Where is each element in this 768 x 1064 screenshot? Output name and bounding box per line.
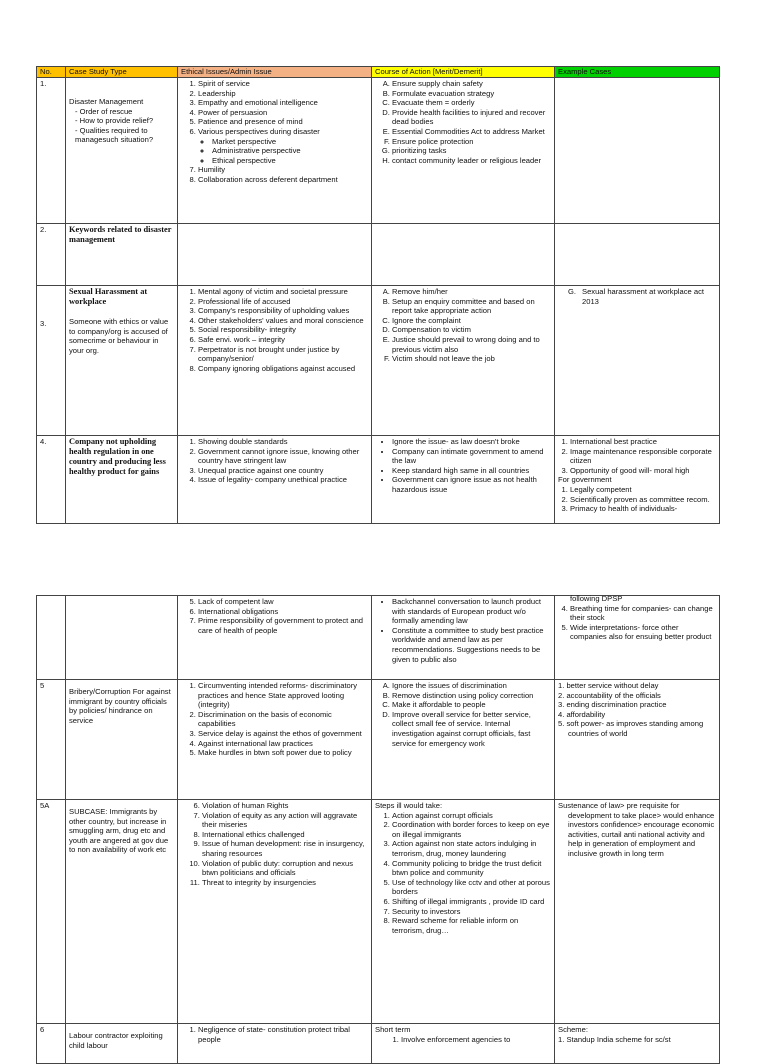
list-item: ◦ Ethical perspective: [212, 156, 368, 166]
row-number: 2.: [37, 224, 66, 286]
list-item: 8. Company ignoring obligations against accused: [198, 364, 368, 374]
ethical-issues-cell: [178, 436, 372, 524]
list-item: 4. Power of persuasion: [198, 108, 368, 118]
list-item: 3. ending discrimination practice: [558, 700, 667, 710]
list-item: • Government can ignore issue as not health hazardous issue: [392, 475, 551, 494]
list-item: - Order of rescue: [75, 106, 133, 116]
list-item: E. Justice should prevail to wrong doing and to previous victim also: [392, 335, 551, 354]
document-page-2: [36, 594, 719, 1050]
table-row-4: [37, 436, 720, 524]
list-item: B. Setup an enquiry committee and based on report take appropriate action: [392, 297, 551, 316]
list-item: H. contact community leader or religious leader: [392, 156, 551, 166]
list-item: 10. Violation of public duty: corruption and nexus btwn politicians and officials: [202, 859, 368, 878]
row-number: 4.: [37, 436, 66, 524]
list-item: 5. Wide interpretations- force other companies also for ensuing better product: [570, 623, 716, 642]
ethical-list: [181, 1025, 368, 1044]
list-item: 8. International ethics challenged: [202, 830, 368, 840]
ethical-issues-cell: [178, 286, 372, 436]
list-item: • Keep standard high same in all countries: [392, 466, 551, 476]
header-case-study-type: Case Study Type: [66, 67, 178, 78]
row-number: [37, 596, 66, 680]
example-list-government: [558, 485, 716, 514]
case-type-title: Disaster Management: [69, 97, 144, 106]
row-number: 5: [37, 680, 66, 800]
document-page-1: [36, 66, 719, 524]
list-item: 4. Community policing to bridge the trust deficit btwn police and community: [392, 859, 551, 878]
list-item: 3. Empathy and emotional intelligence: [198, 98, 368, 108]
ethical-list: [181, 597, 368, 635]
list-item: 1. better service without delay: [558, 681, 659, 690]
example-text: Sustenance of law> pre requisite for development to take place> would enhance investors confidence> encourage economic activities, curtail anti national activity and help in generation of employment and inclusive growth in long term: [558, 801, 715, 858]
row-number: 1.: [37, 78, 66, 224]
example-heading: Scheme:: [558, 1025, 588, 1034]
list-item: A. Ignore the issues of discrimination: [392, 681, 551, 691]
case-type-description: Labour contractor exploiting child labour: [69, 1031, 163, 1050]
list-item: 6. Various perspectives during disaster ◦ Market perspective ◦ Administrative perspective ◦ Ethical perspective: [198, 127, 368, 165]
list-item: 5. Social responsibility- integrity: [198, 325, 368, 335]
list-item: B. Formulate evacuation strategy: [392, 89, 551, 99]
list-item: 3. Company's responsibility of upholding values: [198, 306, 368, 316]
list-item: 2. Coordination with border forces to keep on eye on illegal immigrants: [392, 820, 551, 839]
list-item: 4. Breathing time for companies- can change their stock: [570, 604, 716, 623]
ethical-list: [181, 681, 368, 758]
example-cases-cell: [555, 286, 720, 436]
list-item: 5. Make hurdles in btwn soft power due to policy: [198, 748, 368, 758]
list-item: 4. affordability: [558, 709, 606, 719]
list-item: 5. soft power- as improves standing among countries of world: [558, 719, 704, 738]
sub-list: [198, 137, 368, 166]
ethical-issues-cell: [178, 596, 372, 680]
ethical-list: [181, 79, 368, 185]
table-row-1: [37, 78, 720, 224]
list-item: D. Improve overall service for better service, collect small fee of service. Internal investigation against corrupt officials, fast service for emergency work: [392, 710, 551, 748]
ethical-list: [181, 287, 368, 373]
row-number: 6: [37, 1024, 66, 1064]
list-item: F. Victim should not leave the job: [392, 354, 551, 364]
list-item: 7. Perpetrator is not brought under justice by company/senior/: [198, 345, 368, 364]
header-no: No.: [37, 67, 66, 78]
list-item: 7. Prime responsibility of government to protect and care of health of people: [198, 616, 368, 635]
course-of-action-cell: [372, 680, 555, 800]
row-number: 5A: [37, 800, 66, 1024]
case-study-table-page-1: [36, 66, 720, 524]
list-item: 3. Service delay is against the ethos of government: [198, 729, 368, 739]
example-list: [558, 604, 716, 642]
ethical-issues-cell: [178, 1024, 372, 1064]
case-type-cell: [66, 286, 178, 436]
course-list: [375, 1035, 551, 1045]
case-type-description: SUBCASE: Immigrants by other country, but increase in smuggling arm, drug etc and youth are angered at gov due to non availability of work etc: [69, 807, 169, 855]
list-item: ◦ Market perspective: [212, 137, 368, 147]
course-list: [375, 597, 551, 664]
list-item: C. Evacuate them = orderly: [392, 98, 551, 108]
list-item: 2. Professional life of accused: [198, 297, 368, 307]
list-item: 5. Use of technology like cctv and other at porous borders: [392, 878, 551, 897]
list-item: 1. Action against corrupt officials: [392, 811, 551, 821]
table-header-row: [37, 67, 720, 78]
list-item: • Constitute a committee to study best practice worldwide and amend law as per recommendations. Suggestions needs to be given to public also: [392, 626, 551, 664]
example-continued: following DPSP: [570, 594, 623, 603]
list-item: 7. Violation of equity as any action will aggravate their miseries: [202, 811, 368, 830]
course-of-action-cell: [372, 436, 555, 524]
list-item: • Backchannel conversation to launch product with standards of European product w/o formally amending law: [392, 597, 551, 626]
example-cases-cell: [555, 1024, 720, 1064]
list-item: 6. International obligations: [198, 607, 368, 617]
course-of-action-cell: [372, 1024, 555, 1064]
case-type-cell: [66, 78, 178, 224]
case-type-description: Someone with ethics or value to company/org is accused of somecrime or behaviour in your org.: [69, 317, 169, 355]
example-cases-cell: [555, 78, 720, 224]
case-type-cell: [66, 1024, 178, 1064]
list-item: 1. Spirit of service: [198, 79, 368, 89]
list-item: A. Remove him/her: [392, 287, 551, 297]
case-type-cell: [66, 596, 178, 680]
list-item: 2. Government cannot ignore issue, knowing other country have stringent law: [198, 447, 368, 466]
course-list: [375, 811, 551, 936]
header-example-cases: Example Cases: [555, 67, 720, 78]
list-item: C. Make it affordable to people: [392, 700, 551, 710]
list-item: - Qualities required to managesuch situation?: [75, 125, 154, 145]
header-course-of-action: Course of Action [Merit/Demerit]: [372, 67, 555, 78]
case-type-description: Bribery/Corruption For against immigrant by country officials by policies/ hindrance on service: [69, 687, 171, 725]
table-row-5: [37, 680, 720, 800]
list-item: E. Essential Commodities Act to address Market: [392, 127, 551, 137]
list-item: • Ignore the issue- as law doesn't broke: [392, 437, 551, 447]
course-of-action-cell: [372, 286, 555, 436]
table-row-3: [37, 286, 720, 436]
example-cases-cell: [555, 680, 720, 800]
list-item: 2. Leadership: [198, 89, 368, 99]
table-row-2: [37, 224, 720, 286]
example-cases-cell: [555, 224, 720, 286]
list-item: D. Provide health facilities to injured and recover dead bodies: [392, 108, 551, 127]
list-item: 7. Humility: [198, 165, 368, 175]
example-text: 1. Standup India scheme for sc/st: [558, 1034, 671, 1044]
list-item: 3. Action against non state actors indulging in terrorism, drug, money laundering: [392, 839, 551, 858]
list-item: - How to provide relief?: [75, 116, 154, 126]
course-heading: Steps ill would take:: [375, 801, 443, 810]
list-item: 6. Violation of human Rights: [202, 801, 368, 811]
list-item: 1. Circumventing intended reforms- discriminatory practices and hence State approved looting (integrity): [198, 681, 368, 710]
list-item: 5. Patience and presence of mind: [198, 117, 368, 127]
list-item: 1. Legally competent: [570, 485, 716, 495]
list-item: 6. Safe envi. work – integrity: [198, 335, 368, 345]
course-list: [375, 79, 551, 165]
list-item: ◦ Administrative perspective: [212, 146, 368, 156]
list-item: 7. Security to investors: [392, 907, 551, 917]
row-number: 3.: [37, 286, 66, 436]
ethical-issues-cell: [178, 224, 372, 286]
list-item: 1. Involve enforcement agencies to: [401, 1035, 551, 1045]
list-item: 1. International best practice: [570, 437, 716, 447]
list-item: G. prioritizing tasks: [392, 146, 551, 156]
example-cases-cell: [555, 596, 720, 680]
course-of-action-cell: [372, 596, 555, 680]
case-type-list: [69, 107, 174, 145]
ethical-issues-cell: [178, 680, 372, 800]
header-ethical-issues: Ethical Issues/Admin Issue: [178, 67, 372, 78]
list-item: 4. Issue of legality- company unethical practice: [198, 475, 368, 485]
list-item: A. Ensure supply chain safety: [392, 79, 551, 89]
list-item: 4. Other stakeholders' values and moral conscience: [198, 316, 368, 326]
case-type-cell: [66, 680, 178, 800]
case-type-cell: Company not upholding health regulation in one country and producing less healthy product for gains: [66, 436, 178, 524]
list-item: 4. Against international law practices: [198, 739, 368, 749]
list-item: 1. Negligence of state- constitution protect tribal people: [198, 1025, 368, 1044]
course-list: [375, 437, 551, 495]
ethical-issues-cell: [178, 78, 372, 224]
list-item: 1. Showing double standards: [198, 437, 368, 447]
list-item: 2. accountability of the officials: [558, 690, 661, 700]
list-item: 3. Opportunity of good will- moral high: [570, 466, 716, 476]
example-subheading: For government: [558, 475, 612, 485]
ethical-issues-cell: [178, 800, 372, 1024]
example-item: G. Sexual harassment at workplace act 2013: [568, 287, 704, 306]
course-heading: Short term: [375, 1025, 411, 1034]
list-item: B. Remove distinction using policy correction: [392, 691, 551, 701]
table-row-6: [37, 1024, 720, 1064]
case-type-cell: Keywords related to disaster management: [66, 224, 178, 286]
ethical-list: [181, 801, 368, 887]
list-item: 3. Unequal practice against one country: [198, 466, 368, 476]
list-item: C. Ignore the complaint: [392, 316, 551, 326]
list-item: D. Compensation to victim: [392, 325, 551, 335]
ethical-list: [181, 437, 368, 485]
course-of-action-cell: [372, 800, 555, 1024]
course-of-action-cell: [372, 78, 555, 224]
list-item: 9. Issue of human development: rise in insurgency, sharing resources: [202, 839, 368, 858]
list-item: 1. Mental agony of victim and societal pressure: [198, 287, 368, 297]
course-of-action-cell: [372, 224, 555, 286]
table-row-5a: [37, 800, 720, 1024]
list-item: 5. Lack of competent law: [198, 597, 368, 607]
example-cases-cell: [555, 800, 720, 1024]
list-item: 8. Reward scheme for reliable inform on terrorism, drug…: [392, 916, 551, 935]
list-item: 2. Discrimination on the basis of economic capabilities: [198, 710, 368, 729]
list-item: 3. Primacy to health of individuals-: [570, 504, 716, 514]
list-item: F. Ensure police protection: [392, 137, 551, 147]
course-list: [375, 681, 551, 748]
list-item: 2. Scientifically proven as committee recom.: [570, 495, 716, 505]
case-type-title: Sexual Harassment at workplace: [69, 287, 148, 306]
example-cases-cell: [555, 436, 720, 524]
list-item: 2. Image maintenance responsible corporate citizen: [570, 447, 716, 466]
list-item: 11. Threat to integrity by insurgencies: [202, 878, 368, 888]
course-list: [375, 287, 551, 364]
example-list: [558, 437, 716, 475]
list-item: • Company can intimate government to amend the law: [392, 447, 551, 466]
case-study-table-page-2: [36, 595, 720, 1064]
table-row-4-continued: [37, 596, 720, 680]
list-item: 6. Shifting of illegal immigrants , provide ID card: [392, 897, 551, 907]
list-item: 8. Collaboration across deferent department: [198, 175, 368, 185]
case-type-cell: [66, 800, 178, 1024]
